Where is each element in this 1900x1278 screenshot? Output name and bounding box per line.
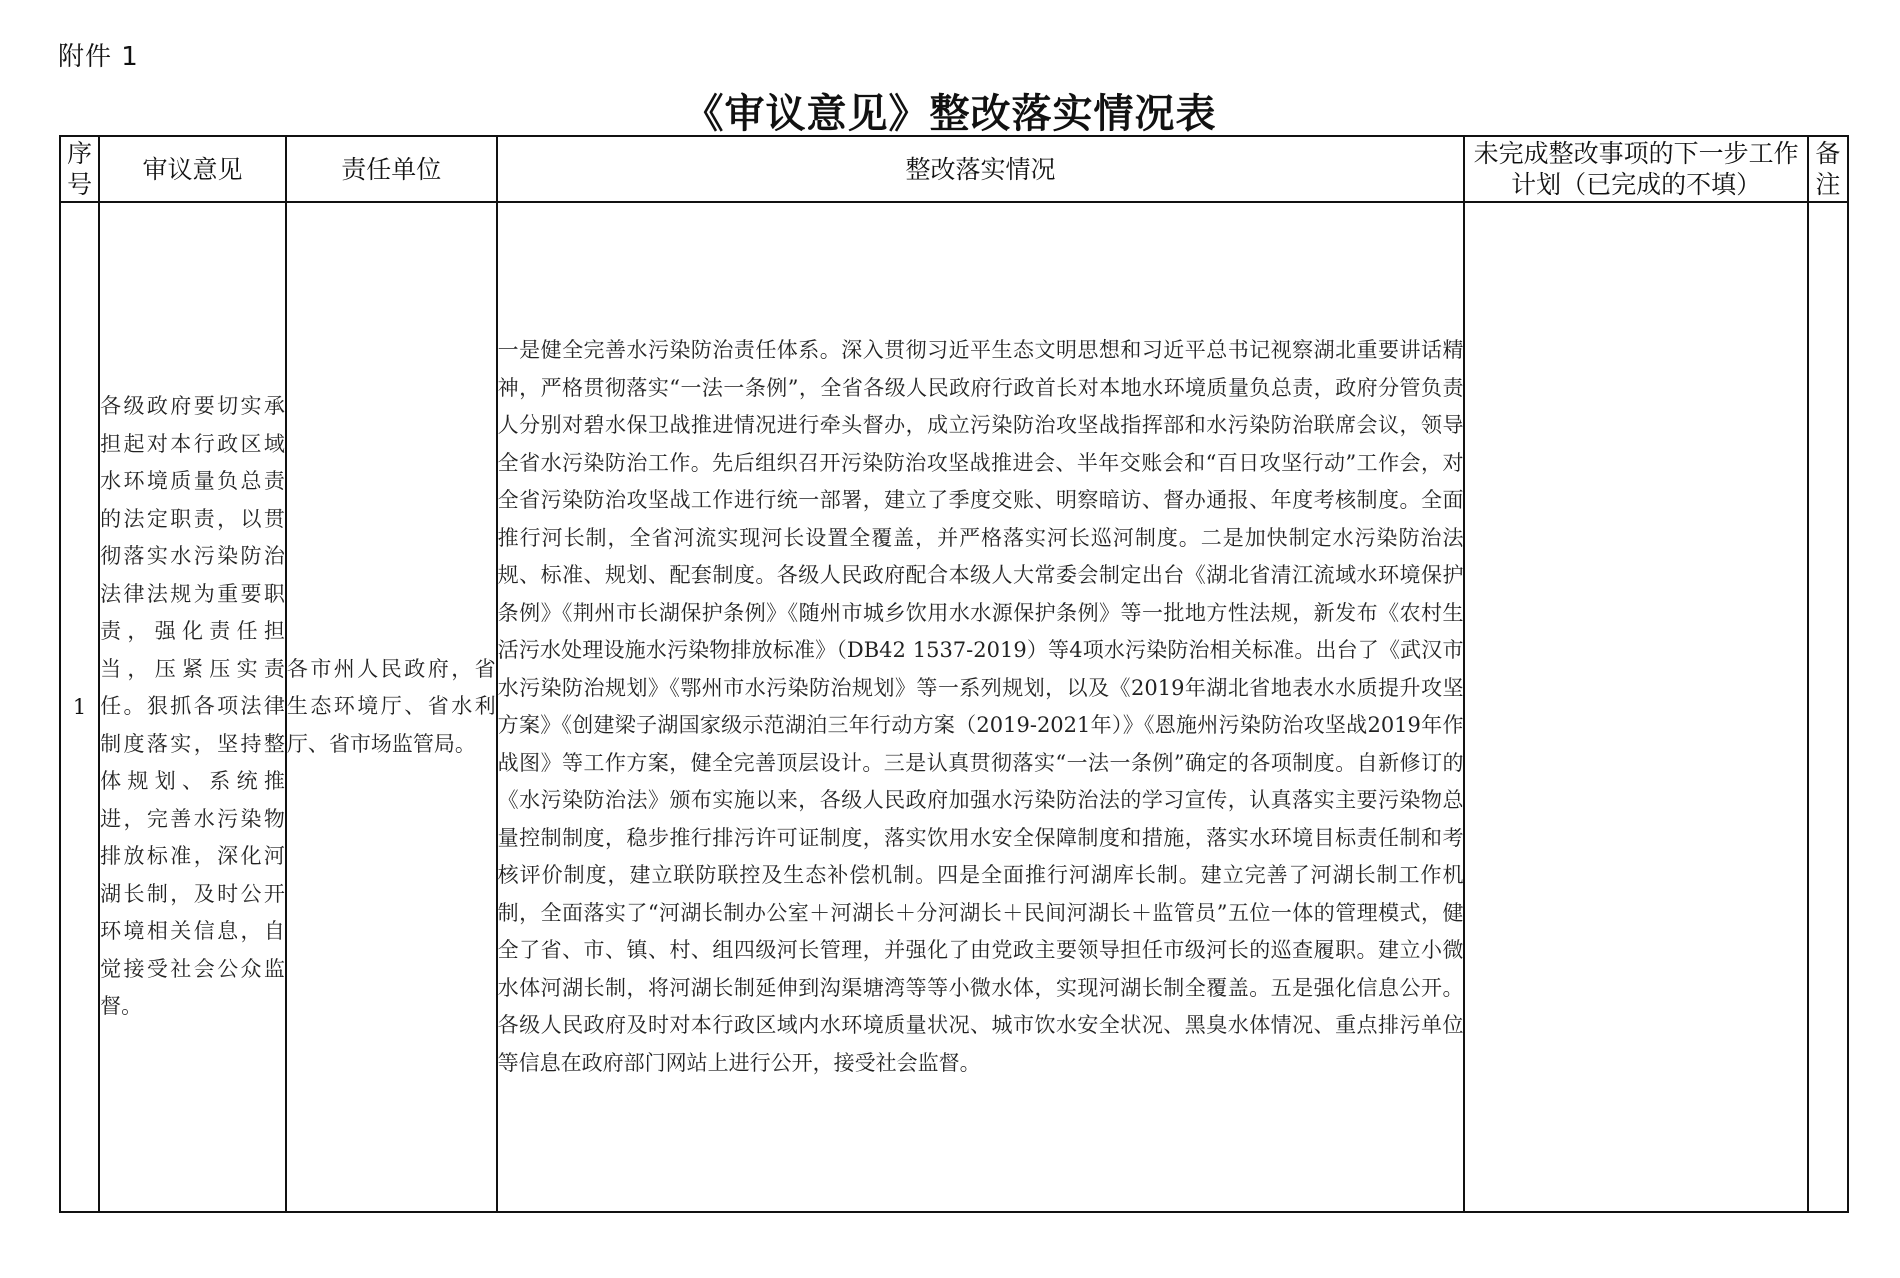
header-plan: 未完成整改事项的下一步工作计划（已完成的不填） xyxy=(1464,136,1807,202)
cell-seq: 1 xyxy=(60,202,99,1212)
header-seq: 序号 xyxy=(60,136,99,202)
cell-status: 一是健全完善水污染防治责任体系。深入贯彻习近平生态文明思想和习近平总书记视察湖北重要讲话精神，严格贯彻落实“一法一条例”，全省各级人民政府行政首长对本地水环境质量负总责，政府分管负责人分别对碧水保卫战推进情况进行牵头督办，成立污染防治攻坚战指挥部和水污染防治联席会议，领导全省水污染防治工作。先后组织召开污染防治攻坚战推进会、半年交账会和“百日攻坚行动”工作会，对全省污染防治攻坚战工作进行统一部署，建立了季度交账、明察暗访、督办通报、年度考核制度。全面推行河长制，全省河流实现河长设置全覆盖，并严格落实河长巡河制度。二是加快制定水污染防治法规、标准、规划、配套制度。各级人民政府配合本级人大常委会制定出台《湖北省清江流域水环境保护条例》《荆州市长湖保护条例》《随州市城乡饮用水水源保护条例》等一批地方性法规，新发布《农村生活污水处理设施水污染物排放标准》（DB42 1537-2019）等4项水污染防治相关标准。出台了《武汉市水污染防治规划》《鄂州市水污染防治规划》等一系列规划，以及《2019年湖北省地表水水质提升攻坚方案》《创建梁子湖国家级示范湖泊三年行动方案（2019-2021年）》《恩施州污染防治攻坚战2019年作战图》等工作方案，健全完善顶层设计。三是认真贯彻落实“一法一条例”确定的各项制度。自新修订的《水污染防治法》颁布实施以来，各级人民政府加强水污染防治法的学习宣传，认真落实主要污染物总量控制制度，稳步推行排污许可证制度，落实饮用水安全保障制度和措施，落实水环境目标责任制和考核评价制度，建立联防联控及生态补偿机制。四是全面推行河湖库长制。建立完善了河湖长制工作机制，全面落实了“河湖长制办公室＋河湖长＋分河湖长＋民间河湖长＋监管员”五位一体的管理模式，健全了省、市、镇、村、组四级河长管理，并强化了由党政主要领导担任市级河长的巡查履职。建立小微水体河湖长制，将河湖长制延伸到沟渠塘湾等等小微水体，实现河湖长制全覆盖。五是强化信息公开。各级人民政府及时对本行政区域内水环境质量状况、城市饮水安全状况、黑臭水体情况、重点排污单位等信息在政府部门网站上进行公开，接受社会监督。 xyxy=(497,202,1465,1212)
header-opinion: 审议意见 xyxy=(99,136,286,202)
page-title: 《审议意见》整改落实情况表 xyxy=(683,90,1217,137)
cell-unit: 各市州人民政府，省生态环境厅、省水利厅、省市场监管局。 xyxy=(286,202,497,1212)
header-unit: 责任单位 xyxy=(286,136,497,202)
cell-opinion: 各级政府要切实承担起对本行政区域水环境质量负总责的法定职责，以贯彻落实水污染防治法律法规为重要职责，强化责任担当，压紧压实责任。狠抓各项法律制度落实，坚持整体规划、系统推进，完善水污染物排放标准，深化河湖长制，及时公开环境相关信息，自觉接受社会公众监督。 xyxy=(99,202,286,1212)
table-row xyxy=(60,202,1848,1212)
cell-note xyxy=(1808,202,1848,1212)
cell-plan xyxy=(1464,202,1807,1212)
table-header-row xyxy=(60,136,1848,202)
header-status: 整改落实情况 xyxy=(497,136,1465,202)
header-note: 备注 xyxy=(1808,136,1848,202)
rectification-table xyxy=(59,135,1849,1213)
attachment-label: 附件 1 xyxy=(58,42,139,72)
